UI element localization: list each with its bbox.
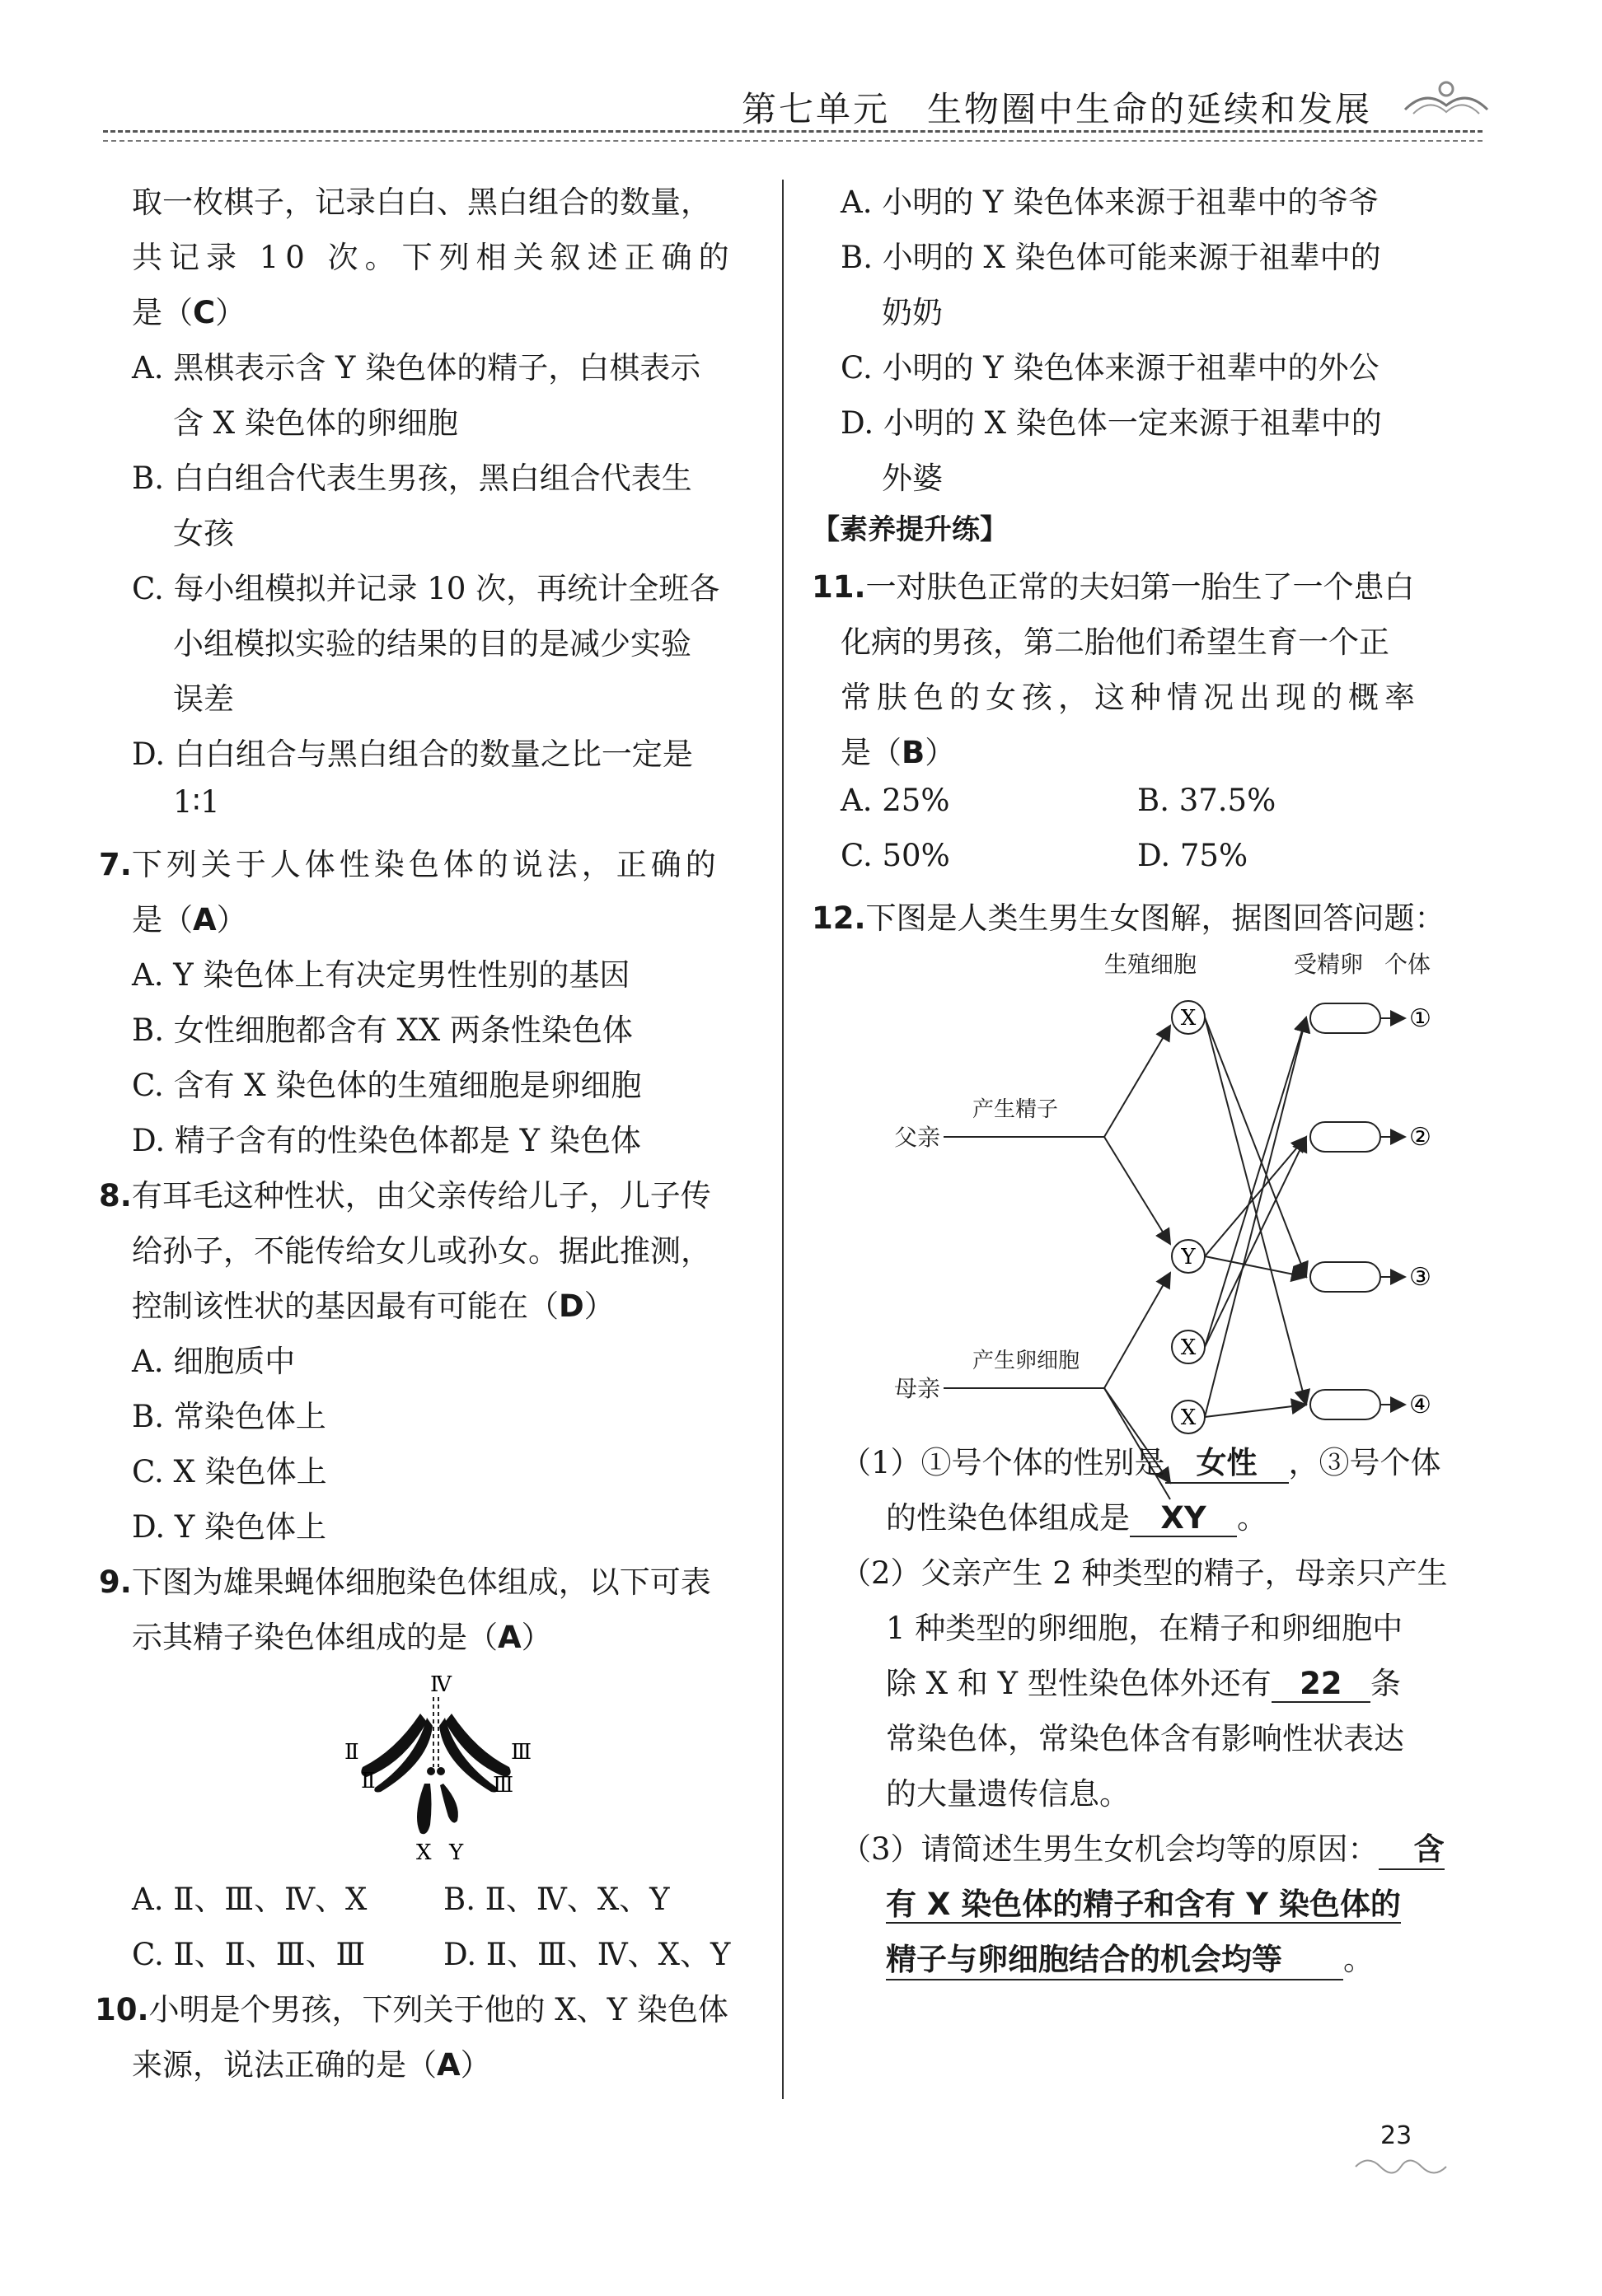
q6-answer: C <box>193 295 216 330</box>
individual-label: ② <box>1409 1123 1431 1152</box>
zygote-box <box>1310 1390 1380 1419</box>
q6-option-a-cont: 含 X 染色体的卵细胞 <box>173 405 458 441</box>
q12-answer-reason: 含 <box>1379 1824 1445 1870</box>
cell-label: X <box>1180 1006 1197 1031</box>
q6-option-c: C. 每小组模拟并记录 10 次，再统计全班各 <box>132 571 720 606</box>
q12-part2-cont: 常染色体，常染色体含有影响性状表达 <box>886 1721 1404 1756</box>
q6-option-a: A. 黑棋表示含 Y 染色体的精子，白棋表示 <box>132 350 701 386</box>
q9-option-a: A. Ⅱ、Ⅲ、Ⅳ、X <box>132 1882 368 1917</box>
q10-option-b: B. 小明的 X 染色体可能来源于祖辈中的 <box>841 240 1381 275</box>
q10-answer: A <box>437 2047 461 2083</box>
q10-option-d-cont: 外婆 <box>882 461 943 496</box>
unit-title: 第七单元 生物圈中生命的延续和发展 <box>742 89 1373 129</box>
q6-line: 是（C） <box>132 295 246 330</box>
col-indiv-label: 个体 <box>1384 951 1431 978</box>
label-iv: Ⅳ <box>430 1672 452 1697</box>
q11-stem-cont: 化病的男孩，第二胎他们希望生育一个正 <box>841 624 1389 660</box>
father-label: 父亲 <box>894 1124 941 1151</box>
q12-answer-count: 22 <box>1272 1666 1370 1703</box>
q7-answer: A <box>193 902 217 938</box>
q12-part3-cont: 精子与卵细胞结合的机会均等 。 <box>886 1934 1374 1980</box>
q8-option-a: A. 细胞质中 <box>132 1344 296 1379</box>
q8-option-c: C. X 染色体上 <box>132 1454 327 1489</box>
q11-option-b: B. 37.5% <box>1137 783 1276 818</box>
cell-label: X <box>1180 1405 1197 1430</box>
chromosome-x <box>417 1784 432 1834</box>
zygote-box <box>1310 1003 1380 1033</box>
zygote-box <box>1310 1122 1380 1152</box>
col-germ-label: 生殖细胞 <box>1104 951 1197 978</box>
label-y: Y <box>449 1840 464 1865</box>
q10-option-b-cont: 奶奶 <box>882 295 943 330</box>
ornament-icon <box>1401 72 1492 122</box>
q12-part2-cont: 1 种类型的卵细胞，在精子和卵细胞中 <box>886 1611 1403 1646</box>
q6-line: 取一枚棋子，记录白白、黑白组合的数量， <box>132 185 711 220</box>
q11-stem-cont: 是（B） <box>841 735 956 770</box>
q12-part1-cont: 的性染色体组成是 XY 。 <box>886 1500 1267 1536</box>
q11-option-a: A. 25% <box>841 783 950 818</box>
q6-line: 共记录 10 次。下列相关叙述正确的 <box>132 240 736 275</box>
label-x: X <box>416 1840 432 1865</box>
q12-part2-cont: 除 X 和 Y 型性染色体外还有 22 条 <box>886 1666 1401 1701</box>
chromosome-y <box>440 1784 458 1823</box>
mother-label: 母亲 <box>894 1375 941 1402</box>
q9-option-d: D. Ⅱ、Ⅲ、Ⅳ、X、Y <box>443 1937 731 1972</box>
zygote-box <box>1310 1262 1380 1292</box>
q12-answer-reason: 有 X 染色体的精子和含有 Y 染色体的 <box>886 1887 1401 1922</box>
q12-answer-reason: 精子与卵细胞结合的机会均等 <box>886 1934 1343 1980</box>
q8-answer: D <box>559 1288 584 1324</box>
q8-stem-cont: 给孙子，不能传给女儿或孙女。据此推测， <box>132 1233 711 1269</box>
q11-answer: B <box>902 735 925 770</box>
q10-option-d: D. 小明的 X 染色体一定来源于祖辈中的 <box>841 405 1382 441</box>
q12-part2: （2）父亲产生 2 种类型的精子，母亲只产生 <box>841 1555 1448 1591</box>
q7-option-a: A. Y 染色体上有决定男性性别的基因 <box>132 957 630 993</box>
header-divider-2 <box>103 140 1483 142</box>
col-zygote-label: 受精卵 <box>1294 951 1364 978</box>
q9-option-c: C. Ⅱ、Ⅱ、Ⅲ、Ⅲ <box>132 1937 366 1972</box>
q11-stem: 11.一对肤色正常的夫妇第一胎生了一个患白 <box>812 569 1415 605</box>
q9-stem-cont: 示其精子染色体组成的是（A） <box>132 1620 552 1655</box>
q12-part1: （1）①号个体的性别是 女性 ，③号个体 <box>841 1438 1441 1484</box>
q6-option-b: B. 白白组合代表生男孩，黑白组合代表生 <box>132 461 692 496</box>
q8-stem-cont: 控制该性状的基因最有可能在（D） <box>132 1288 615 1324</box>
column-divider <box>782 180 784 2099</box>
q6-option-b-cont: 女孩 <box>173 516 234 551</box>
q11-stem-cont: 常肤色的女孩，这种情况出现的概率 <box>841 680 1421 715</box>
section-heading: 【素养提升练】 <box>812 513 1008 546</box>
q8-stem: 8.有耳毛这种性状，由父亲传给儿子，儿子传 <box>99 1178 711 1213</box>
cell-label: X <box>1180 1335 1197 1360</box>
label-iii: Ⅲ <box>511 1740 532 1765</box>
q11-option-d: D. 75% <box>1137 838 1248 873</box>
label-ii: Ⅱ <box>344 1740 359 1765</box>
chromosome-figure <box>338 1668 536 1866</box>
footer-ornament-icon <box>1351 2154 1450 2179</box>
page-number: 23 <box>1380 2121 1412 2150</box>
q7-option-c: C. 含有 X 染色体的生殖细胞是卵细胞 <box>132 1068 642 1103</box>
q9-answer: A <box>498 1620 522 1655</box>
cell-label: Y <box>1181 1245 1196 1270</box>
egg-label: 产生卵细胞 <box>972 1349 1080 1373</box>
q10-stem-cont: 来源，说法正确的是（A） <box>132 2047 491 2083</box>
q10-stem: 10.小明是个男孩，下列关于他的 X、Y 染色体 <box>95 1992 728 2027</box>
q12-part3: （3）请简述生男生女机会均等的原因： 含 <box>841 1824 1445 1870</box>
q12-answer-xy: XY <box>1130 1500 1237 1537</box>
q8-option-b: B. 常染色体上 <box>132 1399 326 1434</box>
individual-label: ③ <box>1409 1263 1431 1292</box>
q7-option-b: B. 女性细胞都含有 XX 两条性染色体 <box>132 1012 633 1048</box>
q12-part2-cont: 的大量遗传信息。 <box>886 1776 1130 1812</box>
q8-option-d: D. Y 染色体上 <box>132 1509 327 1545</box>
label-ii: Ⅱ <box>361 1769 376 1793</box>
q7-option-d: D. 精子含有的性染色体都是 Y 染色体 <box>132 1123 641 1158</box>
q6-option-d-cont: 1∶1 <box>173 784 220 820</box>
header-divider <box>103 130 1483 133</box>
sex-determination-diagram <box>882 939 1475 1430</box>
q12-part3-cont <box>886 1879 1401 1924</box>
individual-label: ① <box>1409 1004 1431 1033</box>
q6-option-d: D. 白白组合与黑白组合的数量之比一定是 <box>132 736 693 772</box>
q12-answer-gender: 女性 <box>1165 1438 1289 1484</box>
q11-option-c: C. 50% <box>841 838 950 873</box>
q12-stem: 12.下图是人类生男生女图解，据图回答问题： <box>812 900 1445 936</box>
individual-label: ④ <box>1409 1391 1431 1419</box>
q9-stem: 9.下图为雄果蝇体细胞染色体组成，以下可表 <box>99 1564 711 1600</box>
q10-option-c: C. 小明的 Y 染色体来源于祖辈中的外公 <box>841 350 1380 386</box>
q6-option-c-cont: 误差 <box>173 681 234 717</box>
label-iii: Ⅲ <box>493 1773 514 1798</box>
sperm-label: 产生精子 <box>972 1097 1059 1122</box>
q6-option-c-cont: 小组模拟实验的结果的目的是减少实验 <box>173 626 691 662</box>
q7-stem: 7.下列关于人体性染色体的说法，正确的 <box>99 847 720 882</box>
q9-option-b: B. Ⅱ、Ⅳ、X、Y <box>443 1882 670 1917</box>
q10-option-a: A. 小明的 Y 染色体来源于祖辈中的爷爷 <box>841 185 1380 220</box>
q7-stem-cont: 是（A） <box>132 902 247 938</box>
